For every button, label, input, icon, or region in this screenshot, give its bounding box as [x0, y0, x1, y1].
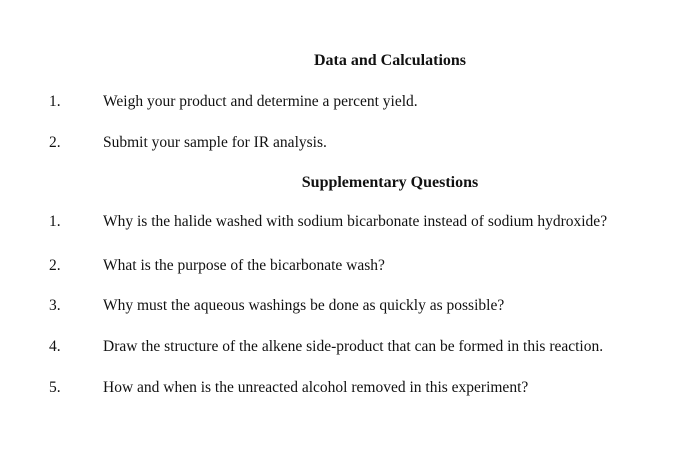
item-number: 3. — [49, 297, 61, 314]
item-number: 5. — [49, 379, 61, 396]
item-text: Draw the structure of the alkene side-product that can be formed in this reaction. — [103, 338, 604, 355]
item-number: 1. — [49, 213, 61, 230]
item-text: Submit your sample for IR analysis. — [103, 134, 327, 151]
item-text: How and when is the unreacted alcohol removed in this experiment? — [103, 379, 529, 396]
item-number: 1. — [49, 93, 61, 110]
item-number: 2. — [49, 257, 61, 274]
item-text: Weigh your product and determine a percent yield. — [103, 93, 418, 110]
section-heading: Data and Calculations — [313, 52, 467, 69]
item-text: Why must the aqueous washings be done as quickly as possible? — [103, 297, 505, 314]
item-number: 2. — [49, 134, 61, 151]
item-text: Why is the halide washed with sodium bicarbonate instead of sodium hydroxide? — [103, 213, 608, 230]
section-heading: Supplementary Questions — [301, 174, 479, 191]
item-text: What is the purpose of the bicarbonate wash? — [103, 257, 385, 274]
item-number: 4. — [49, 338, 61, 355]
